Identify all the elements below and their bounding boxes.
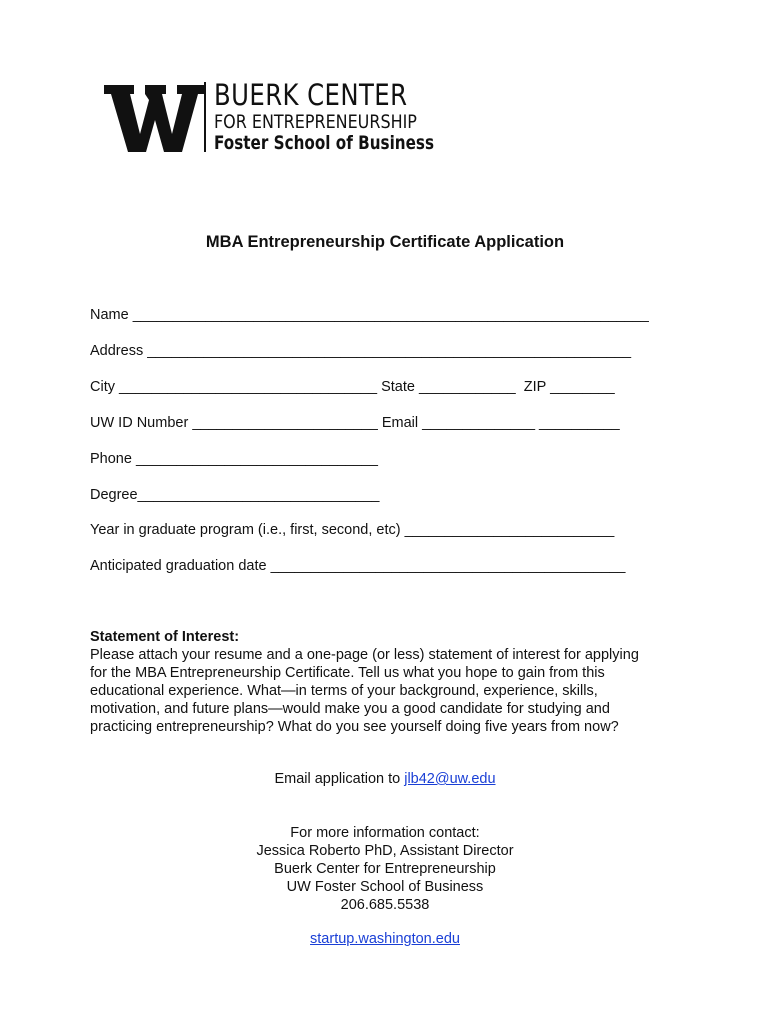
email-instruction <box>0 770 770 788</box>
statement-line: practicing entrepreneurship? What do you see yourself doing five years from now? <box>90 719 619 735</box>
statement-line: Please attach your resume and a one-page (or less) statement of interest for applying <box>90 647 639 663</box>
logo-title: BUERK CENTER <box>214 78 408 112</box>
statement-line: motivation, and future plans—would make you a good candidate for studying and <box>90 701 610 717</box>
statement-line: for the MBA Entrepreneurship Certificate. Tell us what you hope to gain from this <box>90 665 605 681</box>
contact-heading: For more information contact: <box>290 825 480 841</box>
contact-person: Jessica Roberto PhD, Assistant Director <box>256 843 514 859</box>
logo-divider <box>204 82 206 152</box>
contact-block <box>0 824 770 914</box>
website <box>0 930 770 948</box>
logo-school: Foster School of Business <box>214 132 435 154</box>
statement-line: educational experience. What—in terms of your background, experience, skills, <box>90 683 598 699</box>
contact-phone: 206.685.5538 <box>340 897 430 913</box>
degree-field[interactable]: Degree______________________________ <box>90 487 380 503</box>
statement-of-interest <box>90 628 690 736</box>
address-field[interactable]: Address ____________________________________________________________ <box>90 343 632 359</box>
contact-org: Buerk Center for Entrepreneurship <box>274 861 496 877</box>
city-state-zip-field[interactable]: City ________________________________ State ____________ ZIP ________ <box>90 379 615 395</box>
statement-heading: Statement of Interest: <box>90 629 240 645</box>
graduation-date-field[interactable]: Anticipated graduation date ____________________________________________ <box>90 558 626 574</box>
uwid-email-field[interactable]: UW ID Number _______________________ Email ______________ __________ <box>90 415 620 431</box>
logo-subtitle: FOR ENTREPRENEURSHIP <box>214 111 417 133</box>
page-title: MBA Entrepreneurship Certificate Application <box>205 233 565 251</box>
website-link[interactable]: startup.washington.edu <box>310 931 460 947</box>
name-field[interactable]: Name ________________________________________________________________ <box>90 307 649 323</box>
phone-field[interactable]: Phone ______________________________ <box>90 451 378 467</box>
contact-school: UW Foster School of Business <box>286 879 484 895</box>
email-link[interactable]: jlb42@uw.edu <box>404 771 496 787</box>
year-in-program-field[interactable]: Year in graduate program (i.e., first, second, etc) __________________________ <box>90 522 615 538</box>
uw-w-logo-icon <box>104 82 204 162</box>
email-prefix: Email application to <box>274 771 405 787</box>
